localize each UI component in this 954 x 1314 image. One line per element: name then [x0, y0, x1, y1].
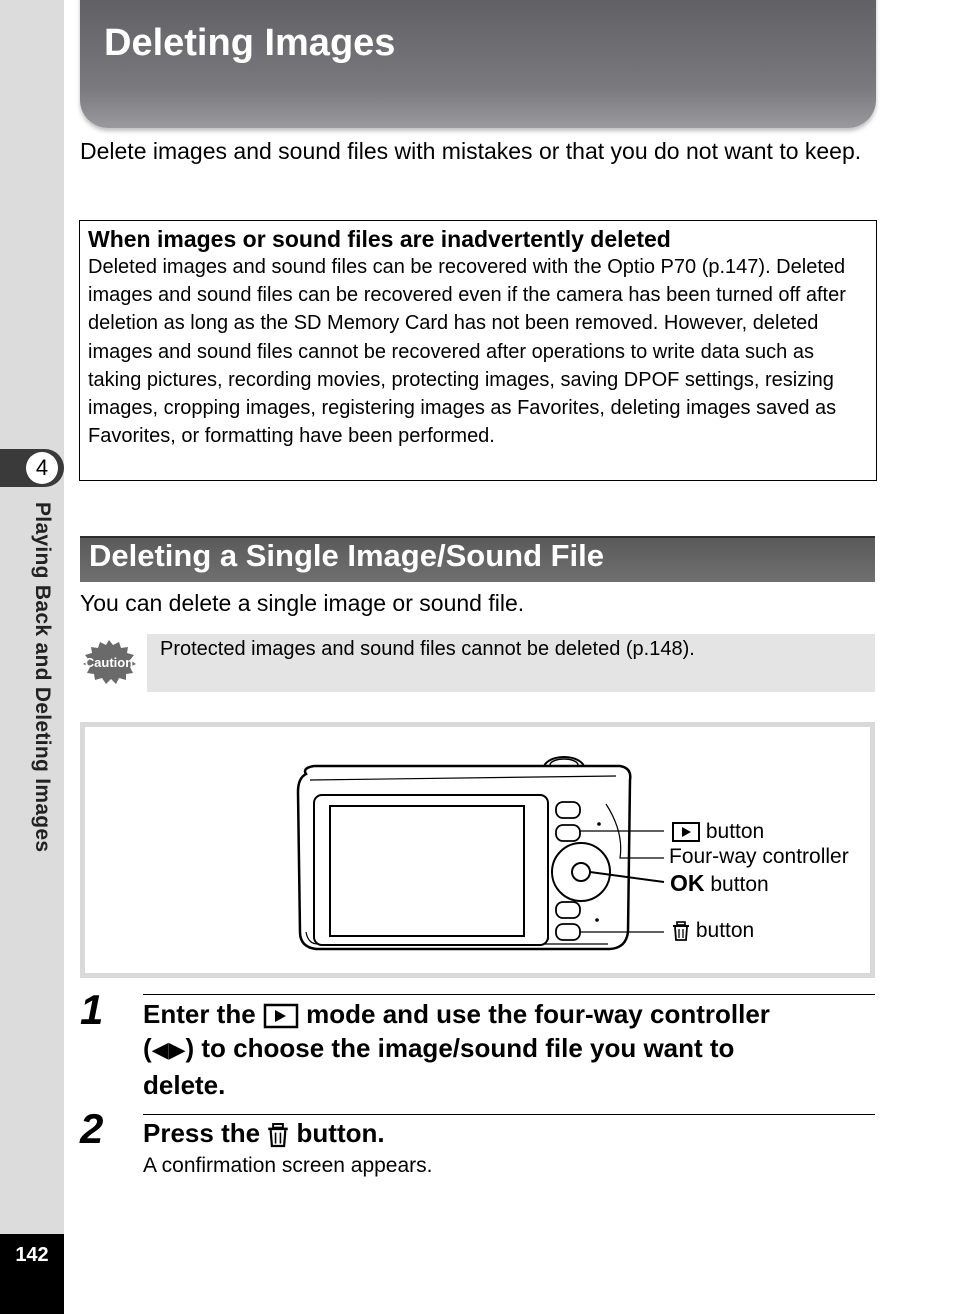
left-right-arrows: ◀▶ [151, 1038, 186, 1063]
step-1-number: 1 [80, 986, 104, 1033]
step-2-number: 2 [80, 1105, 104, 1152]
step-1-text: Enter the mode and use the four-way controller (◀▶) to choose the image/sound file you want to delete. [143, 999, 770, 1100]
trash-button-label: button [672, 919, 754, 943]
four-way-controller-label: Four-way controller [669, 845, 849, 868]
section-title: Deleting a Single Image/Sound File [89, 538, 605, 573]
step-2-rule [143, 1114, 875, 1115]
step-2-text: Press the button. [143, 1118, 385, 1148]
step-2-subtext: A confirmation screen appears. [143, 1154, 433, 1177]
trash-icon [672, 921, 690, 941]
caution-icon-label: Caution [84, 655, 134, 670]
ok-mark: OK [670, 870, 705, 896]
page-title: Deleting Images [104, 22, 396, 64]
ok-button-label: OK button [670, 870, 769, 896]
playback-icon [263, 1003, 299, 1029]
memo-box [79, 220, 877, 481]
memo-body: Deleted images and sound files can be recovered with the Optio P70 (p.147). Deleted images and sound files can be recovered even if the camera has been turned off after deletion as long as the SD Memory Card has not been removed. However, deleted images and sound files cannot be recovered after operations to write data such as taking pictures, recording movies, protecting images, saving DPOF settings, resizing images, cropping images, registering images as Favorites, deleting images saved as Favorites, or formatting have been performed. [88, 256, 846, 448]
page-number: 142 [15, 1244, 49, 1266]
chapter-number: 4 [26, 452, 58, 484]
step-1-rule [143, 994, 875, 995]
page-intro: Delete images and sound files with mistakes or that you do not want to keep. [80, 138, 862, 164]
caution-icon [80, 638, 138, 686]
section-intro: You can delete a single image or sound file. [80, 590, 525, 616]
playback-button-label: button [672, 820, 764, 844]
trash-icon [267, 1122, 289, 1148]
playback-icon [672, 822, 700, 842]
chapter-title: Playing Back and Deleting Images [31, 502, 54, 853]
memo-title: When images or sound files are inadvertently deleted [88, 226, 671, 252]
caution-text: Protected images and sound files cannot be deleted (p.148). [160, 638, 695, 660]
camera-back-illustration [294, 752, 674, 957]
